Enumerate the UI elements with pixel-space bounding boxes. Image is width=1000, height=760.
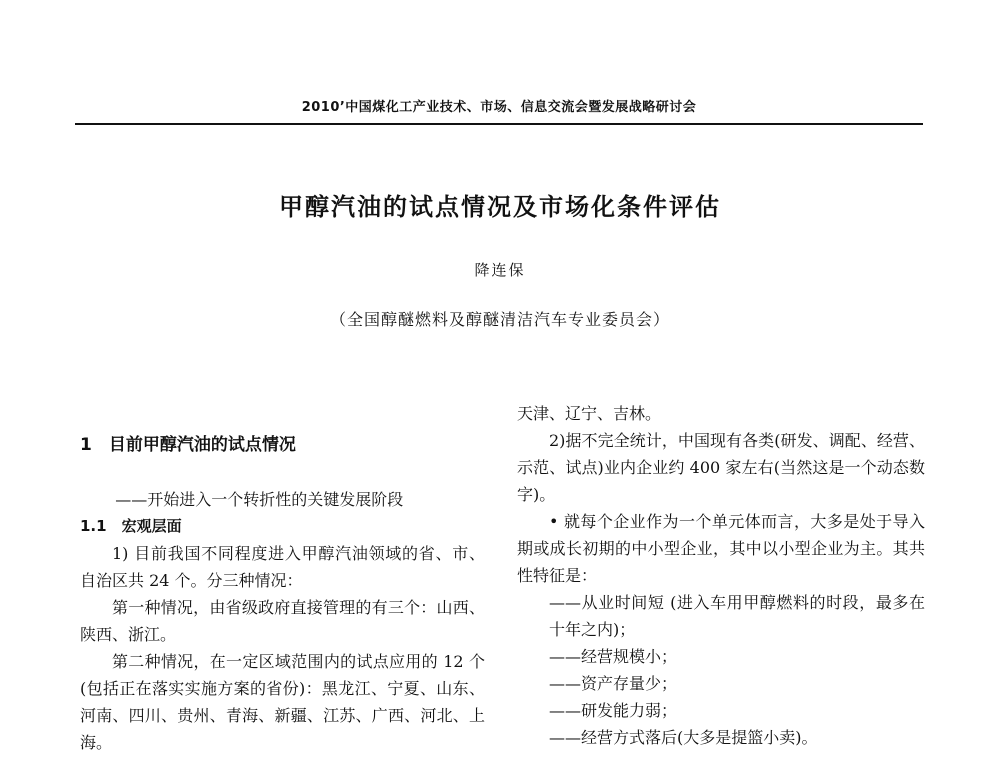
list-item: ——从业时间短 (进入车用甲醇燃料的时段，最多在十年之内)； [549, 593, 925, 639]
author-name: 降连保 [474, 261, 526, 279]
paragraph: • 就每个企业作为一个单元体而言，大多是处于导入期或成长初期的中小型企业，其中以小型企业为主。其共性特征是： [517, 512, 925, 585]
list-item: ——资产存量少； [549, 674, 678, 693]
subsection-heading: 1.1 宏观层面 [80, 517, 182, 535]
article-title: 甲醇汽油的试点情况及市场化条件评估 [279, 193, 721, 221]
paragraph: 第二种情况，在一定区域范围内的试点应用的 12 个(包括正在落实实施方案的省份)：黑龙江、宁夏、山东、河南、四川、贵州、青海、新疆、江苏、广西、河北、上海。 [80, 652, 485, 752]
paragraph: 2)据不完全统计，中国现有各类(研发、调配、经营、示范、试点)业内企业约 400 家左右(当然这是一个动态数字)。 [517, 431, 925, 504]
list-item: ——经营方式落后(大多是提篮小卖)。 [549, 728, 818, 747]
list-item: ——研发能力弱； [549, 701, 678, 720]
header-rule [75, 123, 923, 125]
section-tagline: ——开始进入一个转折性的关键发展阶段 [115, 490, 404, 509]
left-column [80, 432, 485, 756]
paragraph-continuation: 天津、辽宁、吉林。 [517, 404, 662, 423]
section-heading: 1 目前甲醇汽油的试点情况 [80, 435, 296, 455]
right-column [517, 400, 925, 751]
author-affiliation: （全国醇醚燃料及醇醚清洁汽车专业委员会） [329, 310, 670, 329]
running-head: 2010’中国煤化工产业技术、市场、信息交流会暨发展战略研讨会 [301, 100, 697, 115]
list-item: ——经营规模小； [549, 647, 678, 666]
paragraph: 第一种情况，由省级政府直接管理的有三个：山西、陕西、浙江。 [80, 598, 485, 644]
paragraph: 1) 目前我国不同程度进入甲醇汽油领域的省、市、自治区共 24 个。分三种情况： [80, 544, 485, 590]
